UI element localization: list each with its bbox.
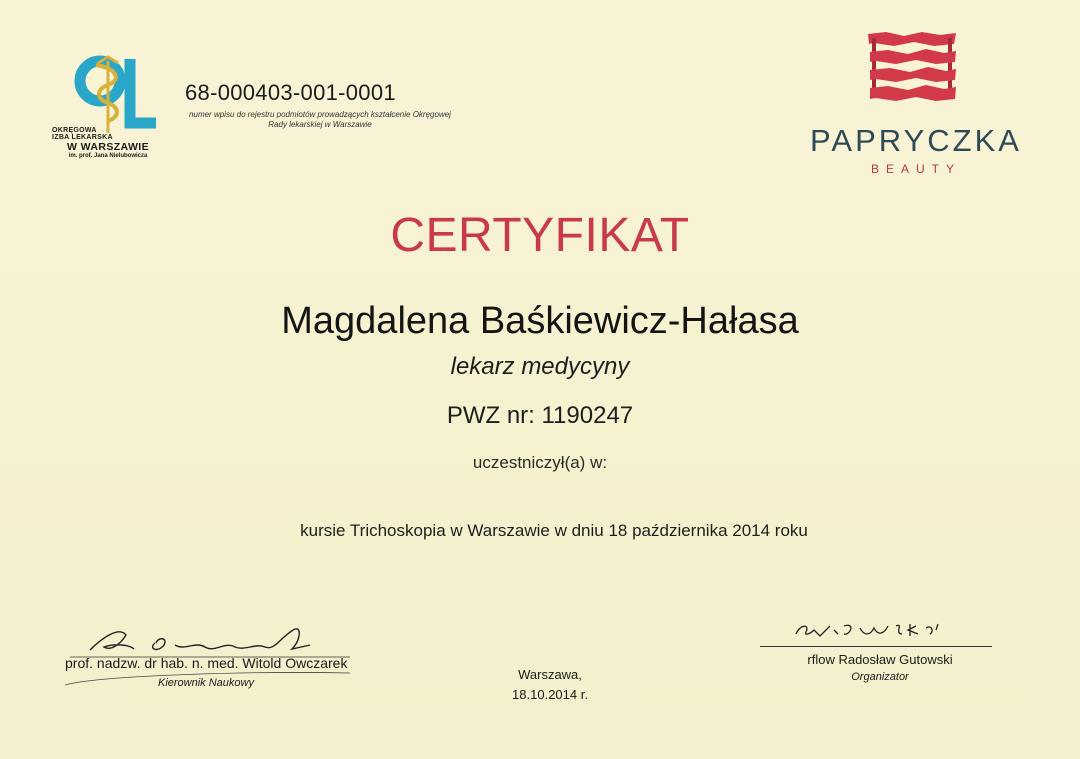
right-signature-scribble bbox=[760, 612, 1000, 644]
papryczka-subtitle: BEAUTY bbox=[870, 162, 961, 176]
papryczka-logo bbox=[796, 30, 1036, 180]
pwz-number: PWZ nr: 1190247 bbox=[446, 402, 634, 429]
right-signature-line bbox=[760, 646, 992, 647]
papryczka-name: PAPRYCZKA bbox=[810, 123, 1022, 158]
right-signature-block bbox=[760, 612, 1000, 692]
oil-line-3: W WARSZAWIE bbox=[67, 140, 149, 153]
left-signatory-role: Kierownik Naukowy bbox=[158, 677, 254, 689]
registry-number: 68-000403-001-0001 bbox=[185, 80, 396, 105]
left-signatory-name: prof. nadzw. dr hab. n. med. Witold Owczarek bbox=[65, 655, 348, 671]
certificate-title: CERTYFIKAT bbox=[390, 209, 690, 262]
right-signatory-name: rflow Radosław Gutowski bbox=[807, 652, 953, 667]
registry-note: numer wpisu do rejestru podmiotów prowadzących kształcenie Okręgowej Rady lekarskiej w Warszawie bbox=[189, 110, 451, 130]
oil-line-2: IZBA LEKARSKA bbox=[52, 134, 113, 142]
right-signatory-role: Organizator bbox=[851, 671, 909, 683]
issue-date: 18.10.2014 r. bbox=[512, 686, 588, 702]
oil-line-4: im. prof. Jana Nielubowicza bbox=[68, 152, 148, 159]
place-date bbox=[495, 665, 605, 704]
recipient-profession: lekarz medycyny bbox=[450, 353, 630, 380]
oil-logo-text bbox=[48, 127, 168, 159]
caduceus-logo-icon bbox=[68, 55, 158, 135]
papryczka-mark-icon bbox=[864, 30, 960, 108]
oil-logo bbox=[48, 55, 168, 170]
oil-line-1: OKRĘGOWA bbox=[52, 127, 97, 134]
recipient-name: Magdalena Baśkiewicz-Hałasa bbox=[281, 300, 799, 342]
participated-text: uczestniczył(a) w: bbox=[472, 453, 608, 472]
course-description: kursie Trichoskopia w Warszawie w dniu 18 października 2014 roku bbox=[300, 521, 808, 540]
left-signature-block bbox=[60, 615, 370, 695]
place-city: Warszawa, bbox=[518, 667, 582, 682]
